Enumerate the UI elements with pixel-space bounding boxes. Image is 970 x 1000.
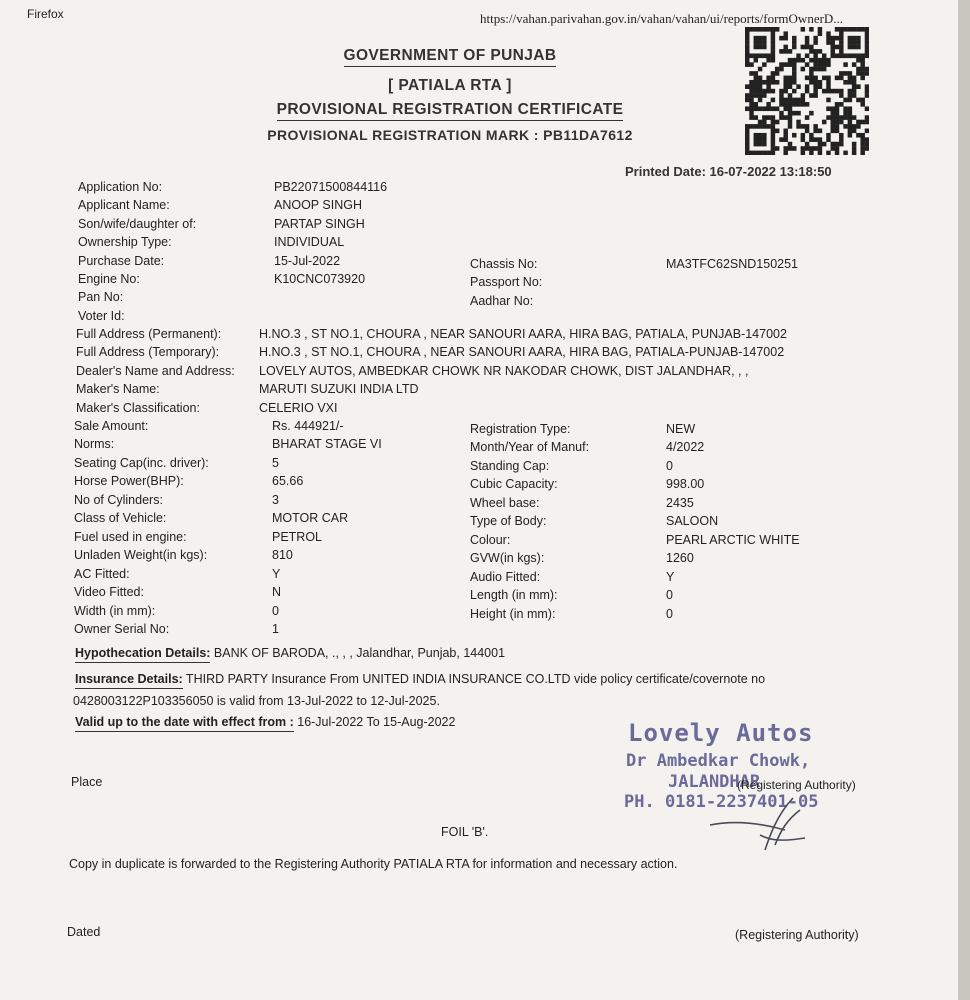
- rta-title: [ PATIALA RTA ]: [388, 77, 512, 94]
- field-value: 1260: [666, 551, 694, 566]
- field-value: 810: [272, 548, 293, 563]
- field-label: Owner Serial No:: [74, 621, 170, 636]
- field-label: Purchase Date:: [78, 253, 165, 268]
- field-label: Chassis No:: [470, 257, 538, 271]
- field-value: LOVELY AUTOS, AMBEDKAR CHOWK NR NAKODAR CHOWK, DIST JALANDHAR, , ,: [259, 363, 749, 378]
- field-label: Maker's Name:: [76, 382, 160, 397]
- field-label: Ownership Type:: [78, 235, 172, 250]
- dealer-stamp-city: JALANDHAR: [668, 772, 761, 792]
- printed-date: Printed Date: 16-07-2022 13:18:50: [625, 164, 832, 179]
- field-value: 1: [272, 621, 279, 636]
- page-edge: [958, 0, 970, 1000]
- field-value: 4/2022: [666, 440, 705, 455]
- field-label: Dealer's Name and Address:: [76, 363, 235, 378]
- field-label: Type of Body:: [470, 514, 547, 529]
- field-label: Height (in mm):: [470, 606, 556, 621]
- field-label: Width (in mm):: [74, 603, 156, 618]
- hypothecation-details: Hypothecation Details: BANK OF BARODA, ., , , Jalandhar, Punjab, 144001: [75, 646, 505, 661]
- field-label: Cubic Capacity:: [470, 477, 558, 492]
- field-value: K10CNC073920: [274, 272, 366, 286]
- field-label: Maker's Classification:: [76, 400, 200, 415]
- place-label: Place: [71, 775, 103, 789]
- field-label: Standing Cap:: [470, 458, 550, 473]
- field-value: MA3TFC62SND150251: [666, 257, 799, 271]
- field-label: Son/wife/daughter of:: [78, 216, 197, 231]
- field-label: Audio Fitted:: [470, 569, 541, 584]
- field-value: H.NO.3 , ST NO.1, CHOURA , NEAR SANOURI AARA, HIRA BAG, PATIALA, PUNJAB-147002: [259, 327, 787, 341]
- insurance-policy: 0428003122P103356050 is valid from 13-Jul-2022 to 12-Jul-2025.: [73, 694, 440, 708]
- signature-icon: [705, 790, 815, 860]
- field-label: Wheel base:: [470, 495, 540, 510]
- field-label: Fuel used in engine:: [74, 529, 187, 544]
- field-value: BHARAT STAGE VI: [272, 437, 382, 452]
- field-label: Pan No:: [78, 290, 124, 305]
- gov-title: GOVERNMENT OF PUNJAB: [0, 47, 900, 65]
- field-value: 15-Jul-2022: [274, 253, 341, 268]
- registering-authority-label: (Registering Authority): [737, 778, 856, 792]
- field-label: No of Cylinders:: [74, 492, 163, 507]
- field-label: Full Address (Permanent):: [76, 327, 222, 341]
- field-value: 0: [666, 588, 673, 603]
- field-value: 998.00: [666, 477, 705, 492]
- field-value: 0: [666, 606, 673, 621]
- field-value: SALOON: [666, 514, 719, 529]
- field-value: PB22071500844116: [274, 180, 388, 194]
- field-value: 0: [272, 603, 279, 618]
- field-value: CELERIO VXI: [259, 400, 338, 415]
- field-value: Y: [666, 569, 675, 584]
- field-value: PEARL ARCTIC WHITE: [666, 532, 800, 547]
- field-value: MARUTI SUZUKI INDIA LTD: [259, 382, 419, 397]
- field-value: 0: [666, 458, 673, 473]
- field-value: 65.66: [272, 474, 304, 489]
- field-label: Application No:: [78, 180, 163, 194]
- field-label: Voter Id:: [78, 308, 125, 323]
- foil-label: FOIL 'B'.: [441, 825, 489, 839]
- registering-authority-footer: (Registering Authority): [735, 928, 859, 942]
- field-label: Sale Amount:: [74, 419, 149, 433]
- field-value: PETROL: [272, 529, 323, 544]
- field-label: Length (in mm):: [470, 588, 558, 603]
- field-label: AC Fitted:: [74, 566, 130, 581]
- field-value: N: [272, 585, 282, 600]
- field-label: Colour:: [470, 532, 511, 547]
- field-value: H.NO.3 , ST NO.1, CHOURA , NEAR SANOURI AARA, HIRA BAG, PATIALA-PUNJAB-147002: [259, 345, 785, 360]
- browser-label: Firefox: [27, 7, 64, 21]
- field-value: MOTOR CAR: [272, 511, 349, 526]
- field-label: Passport No:: [470, 275, 543, 290]
- validity-details: Valid up to the date with effect from : 16-Jul-2022 To 15-Aug-2022: [75, 715, 455, 730]
- dated-label: Dated: [67, 925, 101, 939]
- field-label: Applicant Name:: [78, 198, 170, 213]
- field-value: INDIVIDUAL: [274, 235, 345, 250]
- field-label: Registration Type:: [470, 422, 571, 436]
- field-value: ANOOP SINGH: [274, 198, 362, 213]
- field-label: Video Fitted:: [74, 585, 144, 600]
- field-label: Month/Year of Manuf:: [470, 440, 590, 455]
- dealer-stamp-name: Lovely Autos: [628, 719, 814, 747]
- field-label: Class of Vehicle:: [74, 511, 167, 526]
- field-value: Rs. 444921/-: [272, 419, 344, 433]
- insurance-details: Insurance Details: THIRD PARTY Insurance From UNITED INDIA INSURANCE CO.LTD vide policy certificate/covernote no: [75, 672, 765, 687]
- field-value: Y: [272, 566, 281, 581]
- field-value: 5: [272, 455, 279, 470]
- field-label: Full Address (Temporary):: [76, 345, 220, 360]
- page-url: https://vahan.parivahan.gov.in/vahan/vahan/ui/reports/formOwnerD...: [480, 11, 844, 26]
- dealer-stamp-phone: PH. 0181-2237401-05: [624, 792, 819, 812]
- field-label: GVW(in kgs):: [470, 551, 545, 566]
- certificate-title: PROVISIONAL REGISTRATION CERTIFICATE: [0, 101, 900, 119]
- field-label: Aadhar No:: [470, 293, 534, 308]
- field-value: 2435: [666, 495, 694, 510]
- field-label: Unladen Weight(in kgs):: [74, 548, 208, 563]
- field-label: Seating Cap(inc. driver):: [74, 455, 209, 470]
- dealer-stamp-address: Dr Ambedkar Chowk,: [626, 751, 811, 771]
- field-label: Engine No:: [78, 272, 140, 286]
- field-value: NEW: [666, 422, 696, 436]
- qr-code-icon: [745, 27, 869, 155]
- field-label: Norms:: [74, 437, 115, 452]
- field-value: PARTAP SINGH: [274, 216, 365, 231]
- copy-note: Copy in duplicate is forwarded to the Registering Authority PATIALA RTA for information and necessary action.: [69, 857, 678, 871]
- field-value: 3: [272, 492, 279, 507]
- registration-mark: PROVISIONAL REGISTRATION MARK : PB11DA7612: [267, 127, 633, 143]
- field-label: Horse Power(BHP):: [74, 474, 184, 489]
